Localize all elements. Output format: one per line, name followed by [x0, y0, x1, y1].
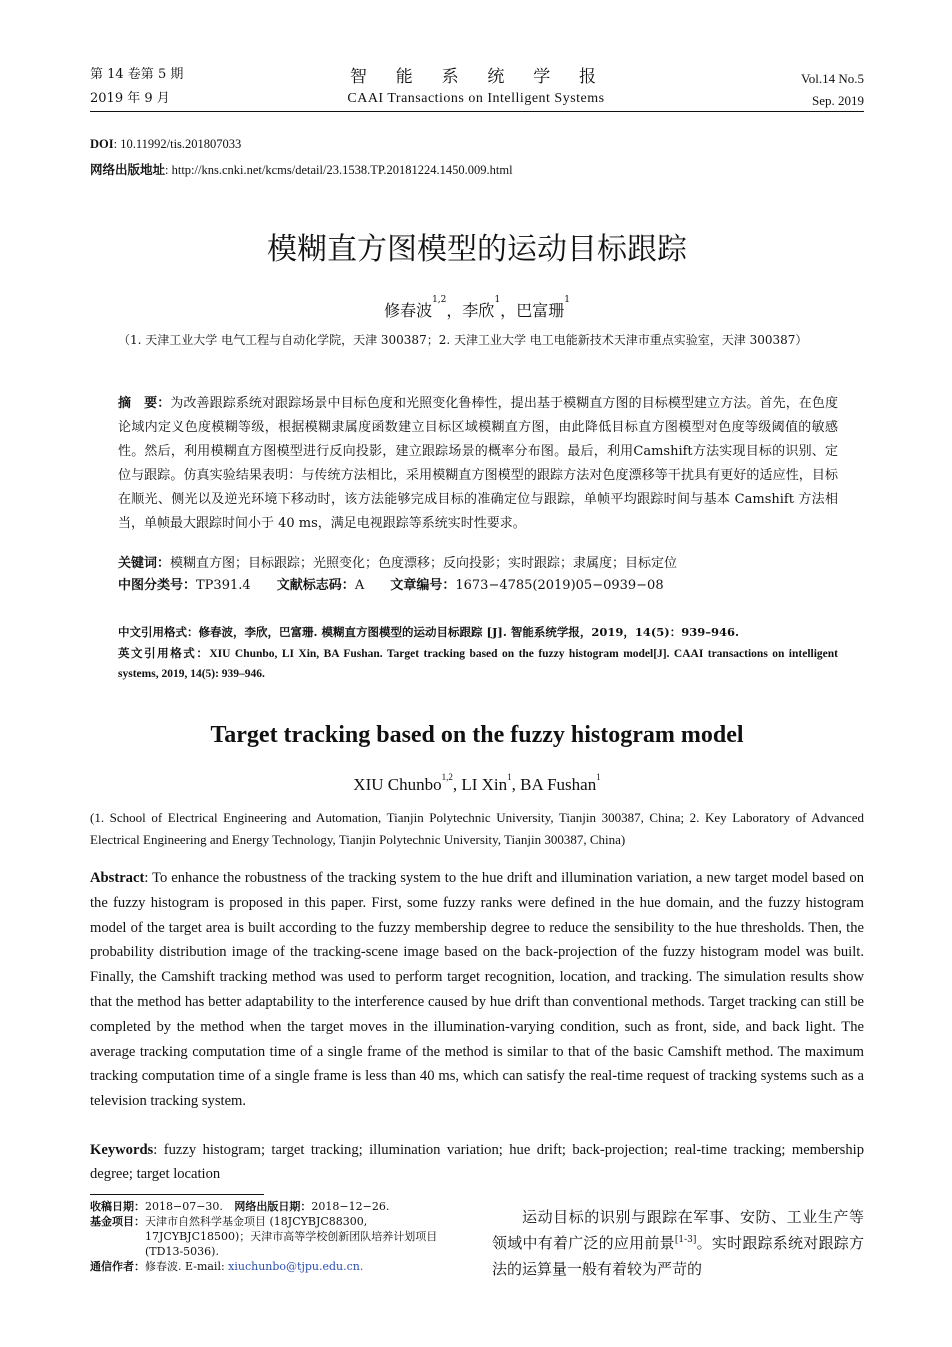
affiliation-en: (1. School of Electrical Engineering and Automation, Tianjin Polytechnic University, Tianjin 300387, China; 2. Key Laboratory of Advanced Electrical Engineering and Energy Technology, Tianjin Polytechnic University, Tianjin 300387, China) [90, 810, 864, 847]
header-rule [90, 111, 864, 112]
classification-line: 中图分类号：TP391.4 文献标志码：A 文章编号：1673−4785(2019)05−0939−08 [118, 578, 664, 593]
pub-address-line: 网络出版地址: http://kns.cnki.net/kcms/detail/23.1538.TP.20181224.1450.009.html [90, 162, 513, 177]
citation-cn: 中文引用格式：修春波，李欣，巴富珊. 模糊直方图模型的运动目标跟踪 [J]. 智能系统学报，2019，14(5)：939–946. [118, 625, 739, 639]
authors-cn: 修春波$^{1,2}$，李欣$^1$，巴富珊$^1$ [384, 295, 570, 320]
corresponding-email-link[interactable]: xiuchunbo@tjpu.edu.cn. [228, 1260, 364, 1273]
footnote [90, 1199, 462, 1274]
header-journal-cn: 智 能 系 统 学 报 [349, 67, 603, 87]
footnote-dates: 收稿日期：2018−07−30. 网络出版日期：2018−12−26. [90, 1200, 390, 1213]
header-volume-cn: 第 14 卷第 5 期 [90, 67, 184, 82]
header-journal-en: CAAI Transactions on Intelligent Systems [347, 91, 605, 106]
header-date-cn: 2019 年 9 月 [90, 91, 170, 106]
abstract-en: Abstract: To enhance the robustness of the tracking system to the hue drift and illumination variation, a new target model based on the fuzzy histogram is proposed in this paper. First, some fuzzy ranks were defined in the hue domain, and the fuzzy histogram model of the target area is built according to the fuzzy membership degree to reduce the sensibility to the hue thresholds. Then, the probability distribution image of the tracking-scene image based on the back-projection of the fuzzy histogram model was built. Finally, the Camshift tracking method was used to perform target recognition, location, and tracking. The simulation results show that the method has better adaptability to the interference caused by hue drift than conventional methods. Target tracking can still be completed by the method when the target moves in the illumination-varying condition, such as front, side, and back light. The average tracking computation time of a single frame of the method is similar to that of the basic Camshift method. The maximum tracking computation time of a single frame is less than 40 ms, which can satisfy the real-time request of tracking systems such as a television tracking system. [90, 870, 864, 1110]
title-cn: 模糊直方图模型的运动目标跟踪 [267, 232, 687, 267]
doi[interactable]: : 10.11992/tis.201807033 [113, 137, 242, 151]
header-date-en: Sep. 2019 [812, 93, 864, 108]
citation-en: 英文引用格式：XIU Chunbo, LI Xin, BA Fushan. Target tracking based on the fuzzy histogram model[J]. CAAI transactions on intelligent systems, 2019, 14(5): 939–946. [118, 646, 838, 680]
pub-address-url[interactable]: : http://kns.cnki.net/kcms/detail/23.1538.TP.20181224.1450.009.html [165, 163, 513, 177]
footnote-rule [90, 1194, 264, 1195]
affiliation-cn: （1. 天津工业大学 电气工程与自动化学院，天津 300387；2. 天津工业大学 电工电能新技术天津市重点实验室，天津 300387） [118, 333, 808, 347]
body-paragraph: 运动目标的识别与跟踪在军事、安防、工业生产等领域中有着广泛的应用前景[1-3]。实时跟踪系统对跟踪方法的运算量一般有着较为严苛的 [492, 1208, 864, 1278]
footnote-fund: 基金项目： 天津市自然科学基金项目 (18JCYBJC88300, 17JCYBJC18500)；天津市高等学校创新团队培养计划项目 (TD13-5036). [90, 1215, 438, 1258]
header-volume-en: Vol.14 No.5 [801, 71, 864, 86]
doi-line: DOI: 10.11992/tis.201807033 [90, 137, 242, 151]
abstract-cn: 摘 要：为改善跟踪系统对跟踪场景中目标色度和光照变化鲁棒性，提出基于模糊直方图的目标模型建立方法。首先，在色度论域内定义色度模糊等级，根据模糊隶属度函数建立目标区域模糊直方图，由此降低目标直方图模型对色度等级阈值的敏感性。然后，利用模糊直方图模型进行反向投影，建立跟踪场景的概率分布图。最后，利用Camshift方法实现目标的识别、定位与跟踪。仿真实验结果表明：与传统方法相比，采用模糊直方图模型的跟踪方法对色度漂移等干扰具有更好的适应性，目标在顺光、侧光以及逆光环境下移动时，该方法能够完成目标的准确定位与跟踪，单帧平均跟踪时间与基本 Camshift 方法相当，单帧最大跟踪时间小于 40 ms，满足电视跟踪等系统实时性要求。 [118, 396, 838, 531]
keywords-cn: 关键词：模糊直方图；目标跟踪；光照变化；色度漂移；反向投影；实时跟踪；隶属度；目标定位 [118, 556, 678, 571]
keywords-en: Keywords: fuzzy histogram; target tracking; illumination variation; hue drift; back-projection; real-time tracking; membership degree; target location [90, 1142, 864, 1182]
footnote-corresponding: 通信作者：修春波. E-mail: xiuchunbo@tjpu.edu.cn. [90, 1260, 364, 1273]
authors-en: XIU Chunbo$^{1,2}$, LI Xin$^1$, BA Fushan$^1$ [353, 772, 601, 794]
reference-marker[interactable]: [1-3] [674, 1235, 697, 1245]
title-en: Target tracking based on the fuzzy histogram model [210, 722, 744, 748]
